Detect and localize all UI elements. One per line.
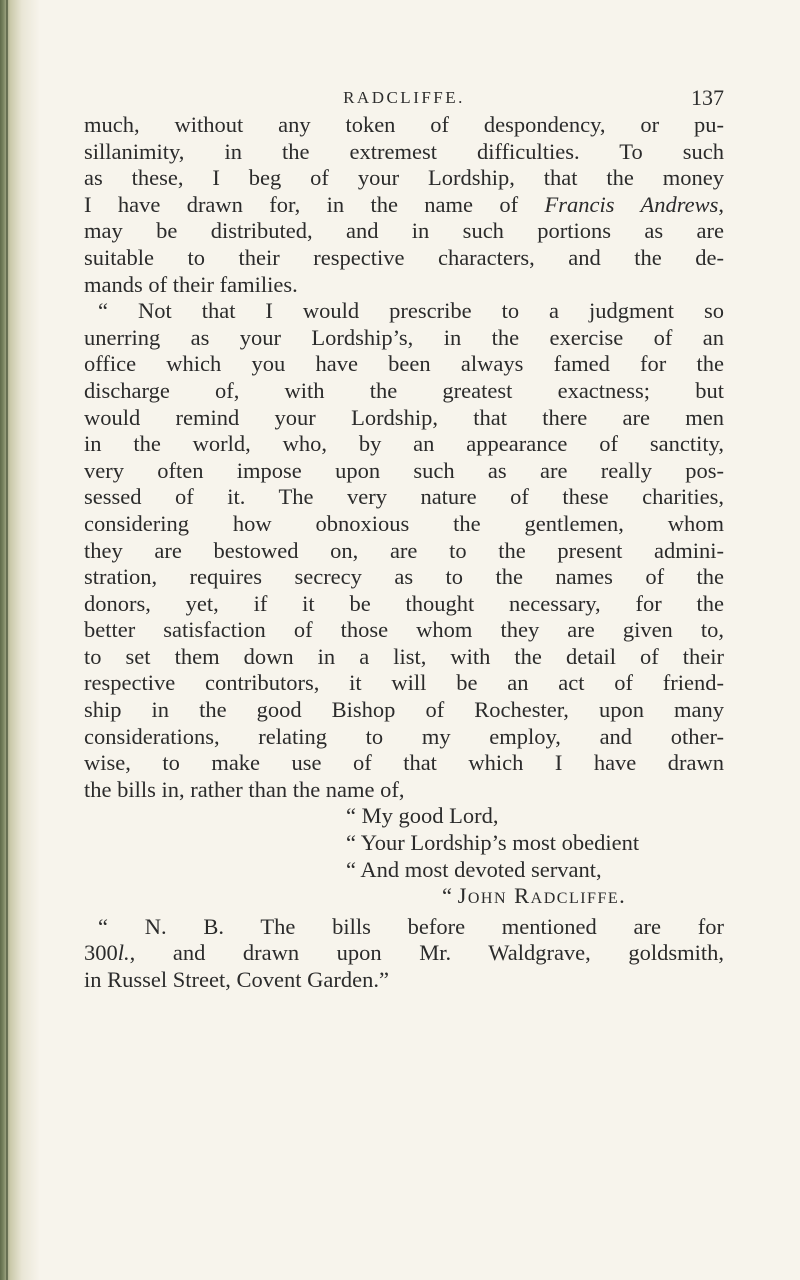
italic-name: Francis Andrews (544, 191, 719, 217)
text-line: office which you have been always famed for the (84, 351, 724, 377)
text-line: better satisfaction of those whom they are given to, (84, 617, 724, 643)
text-line: the bills in, rather than the name of, (84, 776, 405, 802)
text-line-prefix: I have drawn for, in the name of (84, 191, 545, 217)
italic-suffix: , (718, 191, 724, 217)
postscript-currency: l. (117, 940, 130, 966)
text-line: sillanimity, in the extremest difficulties. To such (84, 138, 724, 164)
text-line: suitable to their respective characters, and the de- (84, 244, 724, 270)
text-line: considering how obnoxious the gentlemen, whom (84, 510, 724, 536)
text-line: considerations, relating to my employ, and other- (84, 723, 724, 749)
signature-salutation: “ My good Lord, (346, 803, 499, 829)
body-text (84, 112, 724, 994)
text-line: “ Not that I would prescribe to a judgment so (98, 298, 724, 324)
text-line: wise, to make use of that which I have drawn (84, 750, 724, 776)
postscript-line: “ N. B. The bills before mentioned are for (98, 913, 724, 939)
signature-line: “ Your Lordship’s most obedient (346, 830, 640, 856)
text-line: in the world, who, by an appearance of sanctity, (84, 431, 724, 457)
text-line-with-name (84, 192, 724, 219)
text-line: they are bestowed on, are to the present admini- (84, 537, 724, 563)
postscript-line (84, 940, 724, 967)
signatory-name: John Radcliffe. (457, 883, 627, 909)
text-line: to set them down in a list, with the detail of their (84, 643, 724, 669)
text-line: much, without any token of despondency, or pu- (84, 112, 724, 137)
text-line: would remind your Lordship, that there are men (84, 404, 724, 430)
text-line: donors, yet, if it be thought necessary, for the (84, 590, 724, 616)
page-header (84, 85, 724, 112)
running-head: RADCLIFFE. (343, 88, 465, 107)
postscript-line: in Russel Street, Covent Garden.” (84, 967, 389, 992)
text-line: as these, I beg of your Lordship, that the money (84, 165, 724, 191)
signature-name (84, 883, 724, 910)
text-line: ship in the good Bishop of Rochester, upon many (84, 697, 724, 723)
signature-line: “ And most devoted servant, (346, 856, 602, 882)
postscript-amount: 300 (84, 940, 118, 966)
text-line: discharge of, with the greatest exactness; but (84, 377, 724, 403)
postscript-text: , and drawn upon Mr. Waldgrave, goldsmith, (129, 940, 724, 966)
text-line: respective contributors, it will be an act of friend- (84, 670, 724, 696)
text-line: may be distributed, and in such portions as are (84, 218, 724, 244)
text-line: mands of their families. (84, 271, 298, 297)
text-line: stration, requires secrecy as to the names of the (84, 564, 724, 590)
text-line: sessed of it. The very nature of these charities, (84, 484, 724, 510)
signature-quote: “ (442, 883, 458, 909)
text-line: unerring as your Lordship’s, in the exercise of an (84, 324, 724, 350)
page-number: 137 (691, 85, 724, 110)
text-line: very often impose upon such as are really pos- (84, 457, 724, 483)
binding-line (6, 0, 8, 1280)
